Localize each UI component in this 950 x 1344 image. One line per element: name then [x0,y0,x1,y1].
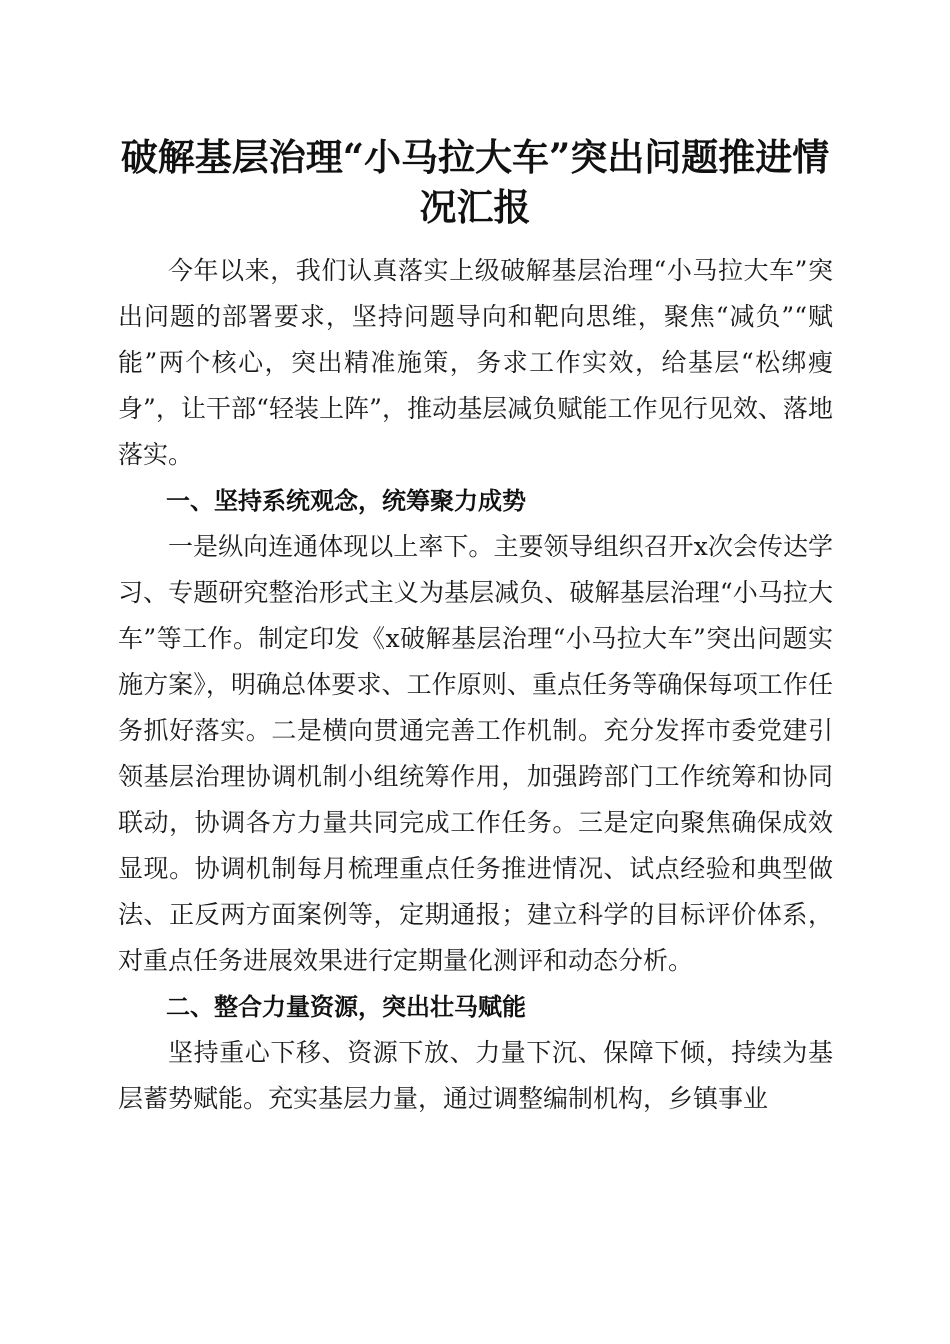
section-heading-1: 一、坚持系统观念，统筹聚力成势 [166,487,526,515]
section-paragraph-1: 一是纵向连通体现以上率下。主要领导组织召开x次会传达学习、专题研究整治形式主义为基层减负、破解基层治理“小马拉大车”等工作。制定印发《x破解基层治理“小马拉大车”突出问题实施方案》，明确总体要求、工作原则、重点任务等确保每项工作任务抓好落实。二是横向贯通完善工作机制。充分发挥市委党建引领基层治理协调机制小组统筹作用，加强跨部门工作统筹和协同联动，协调各方力量共同完成工作任务。三是定向聚焦确保成效显现。协调机制每月梳理重点任务推进情况、试点经验和典型做法、正反两方面案例等，定期通报；建立科学的目标评价体系，对重点任务进展效果进行定期量化测评和动态分析。 [118,532,833,975]
section-paragraph-2: 坚持重心下移、资源下放、力量下沉、保障下倾，持续为基层蓄势赋能。充实基层力量，通过调整编制机构，乡镇事业 [118,1038,833,1113]
section-heading-2: 二、整合力量资源，突出壮马赋能 [166,993,526,1021]
document-title: 破解基层治理“小马拉大车”突出问题推进情况汇报 [120,135,830,229]
document-body [118,248,833,1122]
intro-paragraph: 今年以来，我们认真落实上级破解基层治理“小马拉大车”突出问题的部署要求，坚持问题导向和靶向思维，聚焦“减负”“赋能”两个核心，突出精准施策，务求工作实效，给基层“松绑瘦身”，让干部“轻装上阵”，推动基层减负赋能工作见行见效、落地落实。 [118,256,833,469]
